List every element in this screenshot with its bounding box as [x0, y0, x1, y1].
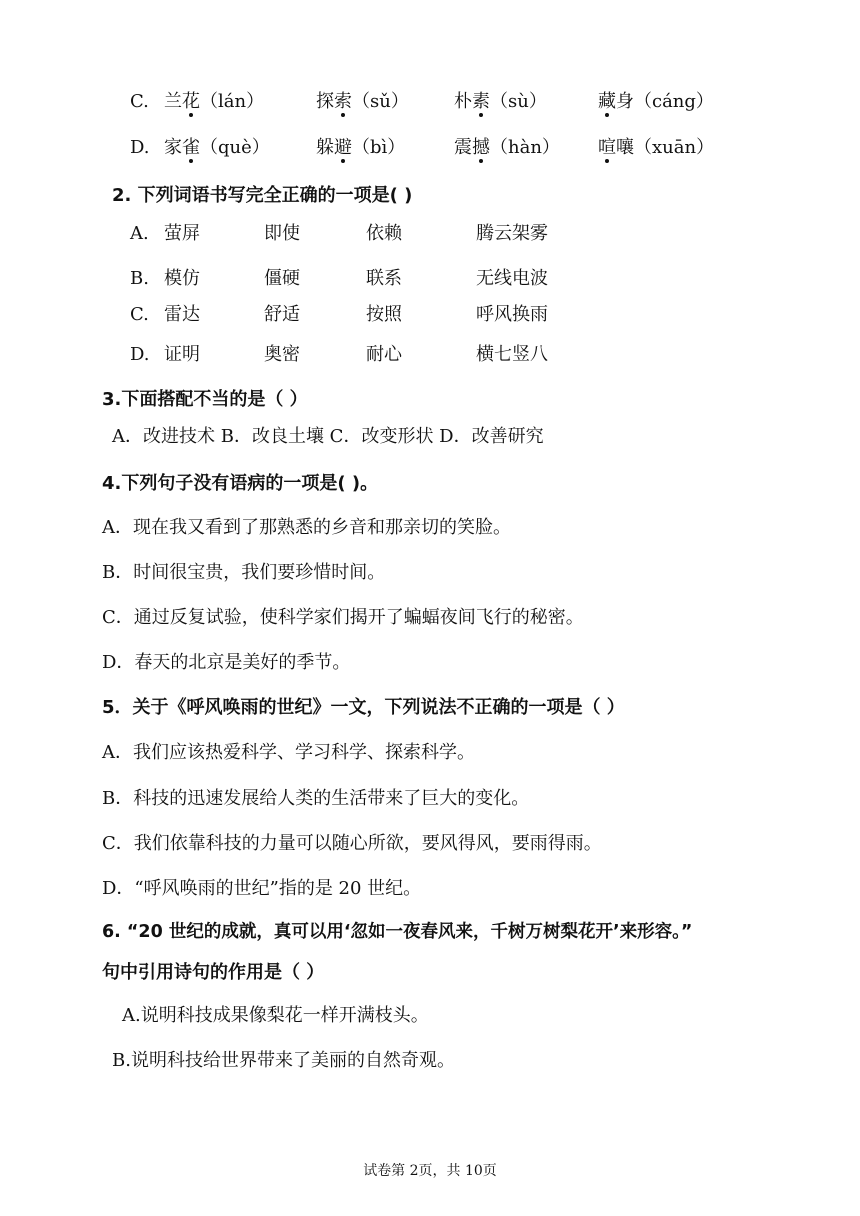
word: 联系 — [366, 268, 402, 289]
q6-stem-line2: 句中引用诗句的作用是（ ） — [102, 962, 325, 983]
q6-stem-line1: 6. “20 世纪的成就，真可以用‘忽如一夜春风来，千树万树梨花开’来形容。” — [102, 922, 693, 942]
pinyin-item: 喧嚷（xuān） — [598, 137, 715, 158]
pinyin-item: 震撼（hàn） — [454, 137, 560, 158]
q3-options: A．改进技术 B．改良土壤 C．改变形状 D．改善研究 — [112, 426, 544, 447]
word: 耐心 — [366, 344, 402, 365]
word: 奥密 — [264, 344, 300, 365]
q4-option-a: A．现在我又看到了那熟悉的乡音和那亲切的笑脸。 — [102, 517, 511, 538]
q5-option-c: C．我们依靠科技的力量可以随心所欲，要风得风，要雨得雨。 — [102, 833, 602, 854]
option-letter: C. — [130, 91, 149, 112]
q5-option-d: D．“呼风唤雨的世纪”指的是 20 世纪。 — [102, 878, 422, 899]
word: 按照 — [366, 304, 402, 325]
option-letter: C. — [130, 304, 149, 325]
q5-option-a: A．我们应该热爱科学、学习科学、探索科学。 — [102, 742, 475, 763]
q6-option-a: A.说明科技成果像梨花一样开满枝头。 — [122, 1005, 429, 1026]
word: 依赖 — [366, 223, 402, 244]
q4-option-b: B．时间很宝贵，我们要珍惜时间。 — [102, 562, 386, 583]
pinyin-item: 朴素（sù） — [454, 91, 547, 112]
word: 舒适 — [264, 304, 300, 325]
pinyin-item: 躲避（bì） — [316, 137, 406, 158]
word: 萤屏 — [164, 223, 200, 244]
word: 模仿 — [164, 268, 200, 289]
q6-option-b: B.说明科技给世界带来了美丽的自然奇观。 — [112, 1050, 455, 1071]
page-footer: 试卷第 2页，共 10页 — [363, 1163, 497, 1179]
q5-option-b: B．科技的迅速发展给人类的生活带来了巨大的变化。 — [102, 788, 530, 809]
word: 证明 — [164, 344, 200, 365]
q4-stem: 4.下列句子没有语病的一项是( )。 — [102, 473, 379, 494]
pinyin-item: 家雀（què） — [164, 137, 270, 158]
option-letter: A. — [130, 223, 149, 244]
word: 僵硬 — [264, 268, 300, 289]
word: 横七竖八 — [476, 344, 548, 365]
option-letter: B. — [130, 268, 149, 289]
q2-stem: 2. 下列词语书写完全正确的一项是( ) — [112, 185, 413, 206]
q4-option-c: C．通过反复试验，使科学家们揭开了蝙蝠夜间飞行的秘密。 — [102, 607, 584, 628]
option-letter: D. — [130, 344, 150, 365]
word: 雷达 — [164, 304, 200, 325]
q5-stem: 5．关于《呼风唤雨的世纪》一文，下列说法不正确的一项是（ ） — [102, 697, 625, 718]
word: 即使 — [264, 223, 300, 244]
word: 无线电波 — [476, 268, 548, 289]
pinyin-item: 探索（sǔ） — [316, 91, 409, 112]
word: 呼风换雨 — [476, 304, 548, 325]
q4-option-d: D．春天的北京是美好的季节。 — [102, 652, 351, 673]
option-letter: D. — [130, 137, 150, 158]
pinyin-item: 藏身（cáng） — [598, 91, 714, 112]
word: 腾云架雾 — [476, 223, 548, 244]
q3-stem: 3.下面搭配不当的是（ ） — [102, 389, 308, 410]
pinyin-item: 兰花（lán） — [164, 91, 265, 112]
